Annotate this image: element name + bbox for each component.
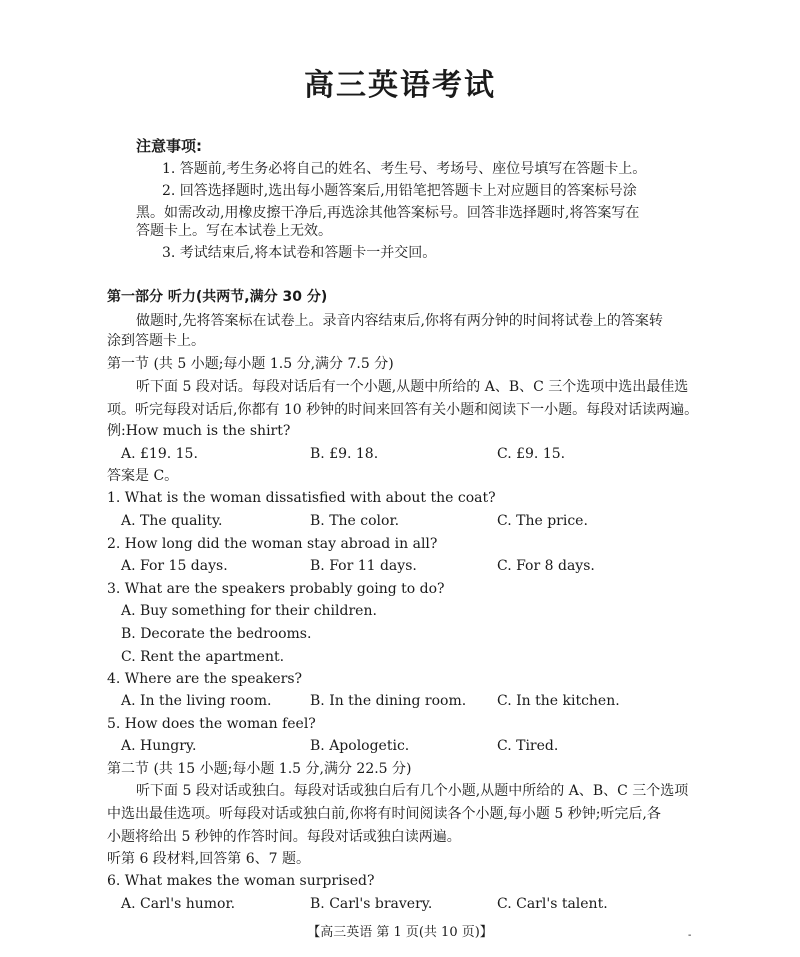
question-3: 3. What are the speakers probably going to do? (107, 581, 445, 597)
notice-item-2: 2. 回答选择题时,选出每小题答案后,用铅笔把答题卡上对应题目的答案标号涂 (162, 183, 637, 199)
q5-option-a: A. Hungry. (121, 738, 197, 754)
notice-item-2-cont: 黑。如需改动,用橡皮擦干净后,再选涂其他答案标号。回答非选择题时,将答案写在 (136, 205, 640, 221)
section2-instr-2: 中选出最佳选项。听每段对话或独白前,你将有时间阅读各个小题,每小题 5 秒钟;听完后,各 (107, 806, 661, 822)
q3-option-b: B. Decorate the bedrooms. (121, 626, 312, 642)
notice-heading: 注意事项: (136, 137, 202, 155)
q3-option-c: C. Rent the apartment. (121, 649, 285, 665)
q1-option-c: C. The price. (497, 513, 588, 529)
notice-item-1: 1. 答题前,考生务必将自己的姓名、考生号、考场号、座位号填写在答题卡上。 (162, 161, 647, 177)
section1-instr-1: 听下面 5 段对话。每段对话后有一个小题,从题中所给的 A、B、C 三个选项中选出最佳选 (136, 379, 689, 395)
q6-option-a: A. Carl's humor. (121, 896, 236, 912)
example-question: 例:How much is the shirt? (107, 423, 291, 439)
page-footer: 【高三英语 第 1 页(共 10 页)】 (307, 925, 493, 940)
q2-option-c: C. For 8 days. (497, 558, 595, 574)
example-option-b: B. £9. 18. (310, 446, 379, 462)
q1-option-a: A. The quality. (121, 513, 223, 529)
q4-option-c: C. In the kitchen. (497, 693, 620, 709)
part1-intro-1: 做题时,先将答案标在试卷上。录音内容结束后,你将有两分钟的时间将试卷上的答案转 (136, 313, 663, 329)
q6-option-b: B. Carl's bravery. (310, 896, 433, 912)
section2-heading: 第二节 (共 15 小题;每小题 1.5 分,满分 22.5 分) (107, 761, 412, 777)
section1-heading: 第一节 (共 5 小题;每小题 1.5 分,满分 7.5 分) (107, 356, 394, 372)
notice-item-3: 3. 考试结束后,将本试卷和答题卡一并交回。 (162, 245, 437, 261)
q1-option-b: B. The color. (310, 513, 400, 529)
question-6: 6. What makes the woman surprised? (107, 873, 375, 889)
part1-heading: 第一部分 听力(共两节,满分 30 分) (107, 289, 328, 305)
section1-instr-2: 项。听完每段对话后,你都有 10 秒钟的时间来回答有关小题和阅读下一小题。每段对话读两遍。 (107, 402, 699, 418)
q4-option-b: B. In the dining room. (310, 693, 467, 709)
q3-option-a: A. Buy something for their children. (121, 603, 377, 619)
question-5: 5. How does the woman feel? (107, 716, 316, 732)
question-4: 4. Where are the speakers? (107, 671, 303, 687)
example-option-a: A. £19. 15. (121, 446, 198, 462)
section2-material: 听第 6 段材料,回答第 6、7 题。 (107, 851, 310, 867)
notice-item-2-cont2: 答题卡上。写在本试卷上无效。 (136, 223, 332, 239)
q2-option-a: A. For 15 days. (121, 558, 228, 574)
q2-option-b: B. For 11 days. (310, 558, 417, 574)
question-2: 2. How long did the woman stay abroad in all? (107, 536, 438, 552)
section2-instr-1: 听下面 5 段对话或独白。每段对话或独白后有几个小题,从题中所给的 A、B、C 三个选项 (136, 783, 689, 799)
q6-option-c: C. Carl's talent. (497, 896, 608, 912)
corner-mark: - (688, 930, 692, 941)
q4-option-a: A. In the living room. (121, 693, 272, 709)
q5-option-b: B. Apologetic. (310, 738, 410, 754)
example-answer: 答案是 C。 (107, 468, 179, 484)
page-title: 高三英语考试 (304, 68, 496, 103)
part1-intro-2: 涂到答题卡上。 (107, 333, 205, 349)
q5-option-c: C. Tired. (497, 738, 559, 754)
question-1: 1. What is the woman dissatisfied with about the coat? (107, 490, 496, 506)
example-option-c: C. £9. 15. (497, 446, 566, 462)
section2-instr-3: 小题将给出 5 秒钟的作答时间。每段对话或独白读两遍。 (107, 829, 461, 845)
